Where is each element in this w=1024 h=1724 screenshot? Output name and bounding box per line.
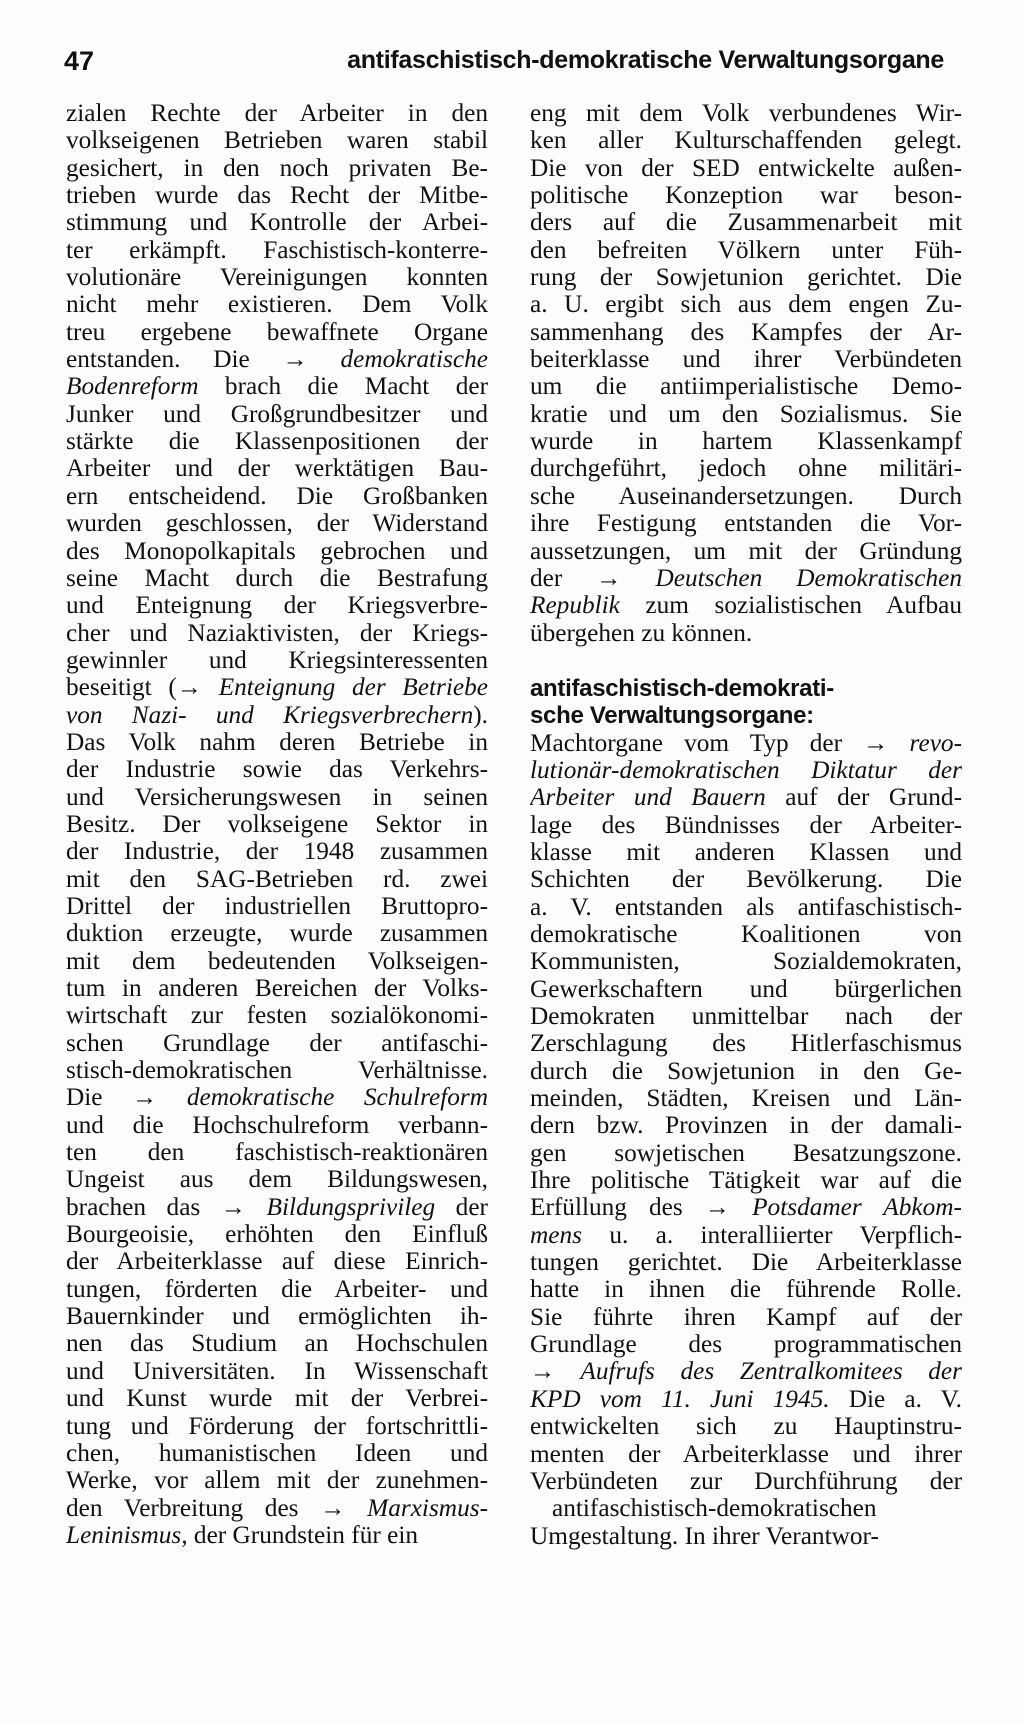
left-line [66,237,488,264]
left-line [66,1112,488,1139]
body-text: Kommunisten, Sozialdemokraten, [530,948,962,976]
left-line [66,1139,488,1166]
body-text: durch die Sowjetunion in den Ge- [530,1057,962,1085]
cross-reference-text: Republik [530,592,620,620]
left-line [66,100,488,127]
body-text: politische Konzeption war beson- [530,182,962,210]
left-line [66,811,488,838]
body-text: cher und Naziaktivisten, der Kriegs- [66,619,488,647]
left-line [66,538,488,565]
right-line [530,894,962,921]
left-line [66,647,488,674]
body-text: Arbeiter und der werktätigen Bau- [66,455,488,483]
left-line [66,264,488,291]
body-text: gewinnler und Kriegsinteressenten [66,646,488,674]
body-text: volutionäre Vereinigungen konnten [66,264,488,292]
body-text: Verbündeten zur Durchführung der [530,1467,962,1495]
right-line [530,1167,962,1194]
body-text: ern entscheidend. Die Großbanken [66,482,488,510]
right-line [530,1358,962,1385]
right-line [530,182,962,209]
left-line [66,729,488,756]
cross-reference-text: → demokratische Schulreform [132,1084,488,1112]
right-line [530,401,962,428]
body-text: beseitigt ( [66,674,177,702]
body-text: tung und Förderung der fortschrittli- [66,1412,488,1440]
right-line [530,702,962,729]
left-line [66,1440,488,1467]
body-text: entwickelten sich zu Hauptinstru- [530,1413,962,1441]
body-text: Grundlage des programmatischen [530,1331,962,1359]
right-line [530,784,962,811]
left-line [66,592,488,619]
body-text: Schichten der Bevölkerung. Die [530,866,962,894]
left-line [66,866,488,893]
right-line [530,675,962,702]
left-line [66,510,488,537]
body-text: Ungeist aus dem Bildungswesen, [66,1166,488,1194]
body-text: mit den SAG-Betrieben rd. zwei [66,865,488,893]
left-line [66,346,488,373]
left-line [66,1221,488,1248]
body-text: chen, humanistischen Ideen und [66,1439,488,1467]
body-text: und Universitäten. In Wissenschaft [66,1357,488,1385]
body-text: Werke, vor allem mit der zunehmen- [66,1467,488,1495]
left-line [66,155,488,182]
body-text: a. U. ergibt sich aus dem engen Zu- [530,291,962,319]
body-text: stärkte die Klassenpositionen der [66,428,488,456]
body-text: ten den faschistisch-reaktionären [66,1139,488,1167]
body-text: und Versicherungswesen in seinen [66,783,488,811]
cross-reference-text: → Bildungsprivileg [220,1193,436,1221]
left-line [66,373,488,400]
right-line [530,1386,962,1413]
right-line [530,100,962,127]
body-text: Gewerkschaftern und bürgerlichen [530,975,962,1003]
left-line [66,620,488,647]
left-line [66,674,488,701]
left-line [66,1303,488,1330]
left-line [66,1276,488,1303]
right-line [530,237,962,264]
left-line [66,1358,488,1385]
body-text: brachen das [66,1193,221,1221]
body-text: a. V. entstanden als antifaschistisch- [530,893,962,921]
body-text: sche Auseinandersetzungen. Durch [530,482,962,510]
left-line [66,702,488,729]
right-line [530,1222,962,1249]
body-text: seine Macht durch die Bestrafung [66,564,488,592]
cross-reference-text: → Potsdamer Abkom- [704,1194,962,1222]
body-text: nicht mehr existieren. Dem Volk [66,291,488,319]
right-line [530,483,962,510]
left-line [66,127,488,154]
right-line [530,866,962,893]
right-line [530,319,962,346]
body-text: übergehen zu können. [530,619,753,647]
right-line [530,592,962,619]
left-line [66,1248,488,1275]
left-line [66,565,488,592]
right-line [530,127,962,154]
cross-reference-text: → Enteignung der Betriebe [176,674,488,702]
body-text: gen sowjetischen Besatzungszone. [530,1139,962,1167]
right-line [530,1194,962,1221]
right-line [530,921,962,948]
right-line [530,428,962,455]
cross-reference-text: → demokratische [282,346,488,374]
left-line [66,319,488,346]
body-text: der Grundstein für ein [187,1521,419,1549]
body-text: ter erkämpft. Faschistisch-konterre- [66,236,488,264]
left-line [66,1057,488,1084]
left-line [66,756,488,783]
right-line [530,373,962,400]
body-text: der Industrie, der 1948 zusammen [66,838,488,866]
body-text: volkseigenen Betrieben waren stabil [66,127,488,155]
body-text: aussetzungen, um mit der Gründung [530,537,962,565]
body-text: ). [473,701,488,729]
right-line [530,1331,962,1358]
body-text: Besitz. Der volkseigene Sektor in [66,810,488,838]
body-text: kratie und um den Sozialismus. Sie [530,400,962,428]
left-line [66,1330,488,1357]
left-line [66,401,488,428]
body-text: duktion erzeugte, wurde zusammen [66,920,488,948]
body-text: schen Grundlage der antifaschi- [66,1029,488,1057]
left-line [66,1002,488,1029]
right-line [530,1304,962,1331]
left-line [66,893,488,920]
cross-reference-text: → Deutschen Demokratischen [596,564,962,592]
body-text: um die antiimperialistische Demo- [530,373,962,401]
left-line [66,428,488,455]
left-line [66,920,488,947]
right-line [530,620,962,647]
body-text: stisch-demokratischen Verhältnisse. [66,1057,488,1085]
body-text: und Kunst wurde mit der Verbrei- [66,1385,488,1413]
right-line [530,1249,962,1276]
body-text: des Monopolkapitals gebrochen und [66,537,488,565]
body-text: treu ergebene bewaffnete Organe [66,318,488,346]
body-text: Umgestaltung. In ihrer Verantwor- [530,1522,879,1550]
right-line [530,730,962,757]
right-line [530,1468,962,1495]
right-line [530,1030,962,1057]
body-text: der Industrie sowie das Verkehrs- [66,756,488,784]
right-line [530,209,962,236]
left-line [66,784,488,811]
right-line [530,1523,962,1550]
body-text: hatte in ihnen die führende Rolle. [530,1276,962,1304]
body-text: Die von der SED entwickelte außen- [530,154,962,182]
cross-reference-text: KPD vom 11. Juni 1945. [530,1385,830,1413]
body-text: Das Volk nahm deren Betriebe in [66,728,488,756]
body-text: gesichert, in den noch privaten Be- [66,154,488,182]
page-header [64,46,944,86]
body-text: beiterklasse und ihrer Verbündeten [530,346,962,374]
left-line [66,1385,488,1412]
cross-reference-text: → Aufrufs des Zentralkomitees der [530,1358,962,1386]
right-line [530,1112,962,1139]
body-text: ken aller Kulturschaffenden gelegt. [530,127,962,155]
right-line [530,757,962,784]
body-text: den Verbreitung des [66,1494,321,1522]
body-text: durchgeführt, jedoch ohne militäri- [530,455,962,483]
right-line [530,510,962,537]
body-text: Bourgeoisie, erhöhten den Einfluß [66,1221,488,1249]
body-text: brach die Macht der [198,373,488,401]
left-line [66,1194,488,1221]
left-line [66,948,488,975]
cross-reference-text: lutionär-demokratischen Diktatur der [530,756,962,784]
left-column [66,100,488,1549]
body-text: lage des Bündnisses der Arbeiter- [530,811,962,839]
body-text: der [530,564,597,592]
cross-reference-text: Arbeiter und Bauern [530,784,766,812]
body-text: den befreiten Völkern unter Füh- [530,236,962,264]
cross-reference-text: → revo- [863,729,962,757]
body-text: Die [66,1084,133,1112]
right-line [530,264,962,291]
right-line [530,839,962,866]
body-text: wurden geschlossen, der Widerstand [66,510,488,538]
right-line [530,1413,962,1440]
body-text: zum sozialistischen Aufbau [619,592,962,620]
right-line [530,155,962,182]
cross-reference-text: mens [530,1221,582,1249]
entry-headword: sche Verwaltungsorgane: [530,702,814,730]
body-text: nen das Studium an Hochschulen [66,1330,488,1358]
body-text: dern bzw. Provinzen in der damali- [530,1112,962,1140]
body-text: Erfüllung des [530,1194,705,1222]
body-text: ihre Festigung entstanden die Vor- [530,510,962,538]
left-line [66,455,488,482]
right-line [530,1495,962,1522]
right-line [530,1085,962,1112]
body-text: tum in anderen Bereichen der Volks- [66,975,488,1002]
right-line [530,1140,962,1167]
body-text: trieben wurde das Recht der Mitbe- [66,182,488,210]
right-line [530,1003,962,1030]
body-text: ders auf die Zusammenarbeit mit [530,209,962,237]
left-line [66,1084,488,1111]
left-line [66,975,488,1002]
body-text: wurde in hartem Klassenkampf [530,428,962,456]
body-text: sammenhang des Kampfes der Ar- [530,318,962,346]
body-text: entstanden. Die [66,346,283,374]
left-line [66,1030,488,1057]
left-line [66,483,488,510]
right-line [530,812,962,839]
body-text: Junker und Großgrundbesitzer und [66,400,488,428]
body-text: rung der Sowjetunion gerichtet. Die [530,264,962,292]
cross-reference-text: Bodenreform [66,373,199,401]
left-line [66,209,488,236]
cross-reference-text: → Marxismus- [320,1494,488,1522]
body-text: Sie führte ihren Kampf auf der [530,1303,962,1331]
body-text: u. a. interalliierter Verpflich- [582,1221,962,1249]
left-line [66,838,488,865]
right-line [530,948,962,975]
left-line [66,1166,488,1193]
cross-reference-text: von Nazi- und Kriegsverbrechern [66,701,474,729]
body-text: tungen gerichtet. Die Arbeiterklasse [530,1249,962,1277]
left-line [66,1495,488,1522]
body-text: und die Hochschulreform verbann- [66,1111,488,1139]
right-column [530,100,962,1550]
body-text: der [435,1193,488,1221]
left-line [66,182,488,209]
right-line [530,538,962,565]
body-text: auf der Grund- [765,784,962,812]
body-text: Die a. V. [829,1385,962,1413]
right-line [530,565,962,592]
running-head: antifaschistisch-demokratische Verwaltungsorgane [347,46,944,74]
body-text: Machtorgane vom Typ der [530,729,864,757]
left-line [66,1522,488,1549]
body-text: klasse mit anderen Klassen und [530,838,962,866]
right-line [530,976,962,1003]
right-line [530,1441,962,1468]
body-text: stimmung und Kontrolle der Arbei- [66,209,488,237]
body-text: eng mit dem Volk verbundenes Wir- [530,100,962,127]
left-line [66,1467,488,1494]
page-number: 47 [64,46,95,76]
right-line [530,346,962,373]
right-line [530,1276,962,1303]
body-text: Zerschlagung des Hitlerfaschismus [530,1030,962,1058]
body-text: Demokraten unmittelbar nach der [530,1003,962,1030]
body-text: der Arbeiterklasse auf diese Einrich- [66,1248,488,1276]
left-line [66,1413,488,1440]
body-text: zialen Rechte der Arbeiter in den [66,100,488,127]
left-line [66,291,488,318]
body-text: und Enteignung der Kriegsverbre- [66,592,488,620]
body-text: demokratische Koalitionen von [530,920,962,948]
body-text: Ihre politische Tätigkeit war auf die [530,1167,962,1195]
right-line [530,455,962,482]
entry-headword: antifaschistisch-demokrati- [530,674,834,702]
body-text: Drittel der industriellen Bruttopro- [66,892,488,920]
cross-reference-text: Leninismus, [66,1521,188,1549]
body-text: antifaschistisch-demokratischen [552,1495,877,1523]
right-line [530,1058,962,1085]
body-text: meinden, Städten, Kreisen und Län- [530,1085,962,1113]
body-text: Bauernkinder und ermöglichten ih- [66,1303,488,1331]
body-text: wirtschaft zur festen sozialökonomi- [66,1002,488,1030]
body-text: tungen, förderten die Arbeiter- und [66,1275,488,1303]
body-text: menten der Arbeiterklasse und ihrer [530,1440,962,1468]
body-text: mit dem bedeutenden Volkseigen- [66,947,488,975]
right-line [530,291,962,318]
